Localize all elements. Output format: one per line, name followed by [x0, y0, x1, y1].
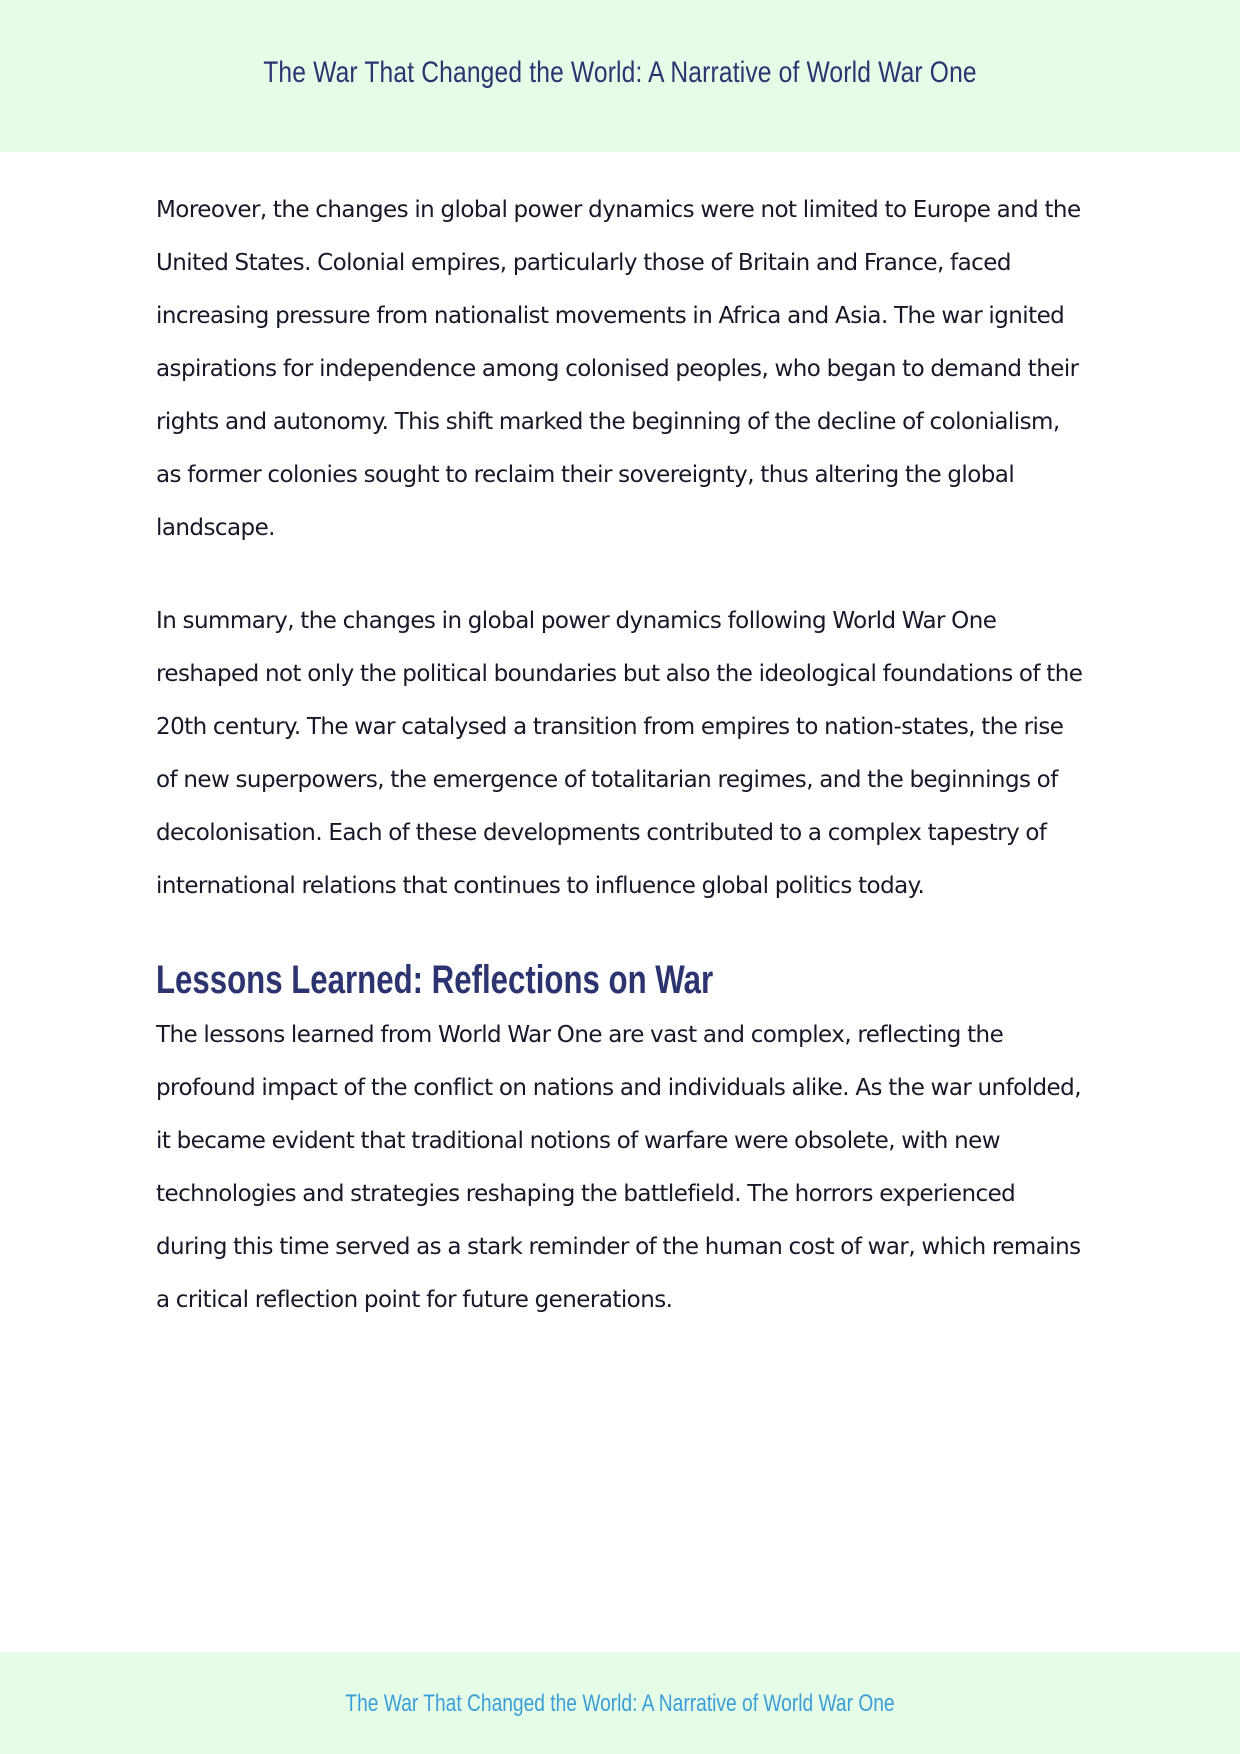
page-content [156, 184, 1086, 1327]
body-paragraph: The lessons learned from World War One are vast and complex, reflecting the profound impact of the conflict on nations and individuals alike. As the war unfolded, it became evident that traditional notions of warfare were obsolete, with new technologies and strategies reshaping the battlefield. The horrors experienced during this time served as a stark reminder of the human cost of war, which remains a critical reflection point for future generations. [156, 1022, 1081, 1313]
body-paragraph: In summary, the changes in global power dynamics following World War One reshaped not only the political boundaries but also the ideological foundations of the 20th century. The war catalysed a transition from empires to nation-states, the rise of new superpowers, the emergence of totalitarian regimes, and the beginnings of decolonisation. Each of these developments contributed to a complex tapestry of international relations that continues to influence global politics today. [156, 608, 1083, 899]
page-footer [0, 1652, 1240, 1754]
page-header [0, 0, 1240, 152]
header-title: The War That Changed the World: A Narrative of World War One [263, 56, 977, 89]
footer-title: The War That Changed the World: A Narrative of World War One [345, 1690, 895, 1717]
section-heading: Lessons Learned: Reflections on War [156, 958, 714, 1002]
body-paragraph: Moreover, the changes in global power dynamics were not limited to Europe and the United States. Colonial empires, particularly those of Britain and France, faced increasing pressure from nationalist movements in Africa and Asia. The war ignited aspirations for independence among colonised peoples, who began to demand their rights and autonomy. This shift marked the beginning of the decline of colonialism, as former colonies sought to reclaim their sovereignty, thus altering the global landscape. [156, 197, 1081, 541]
